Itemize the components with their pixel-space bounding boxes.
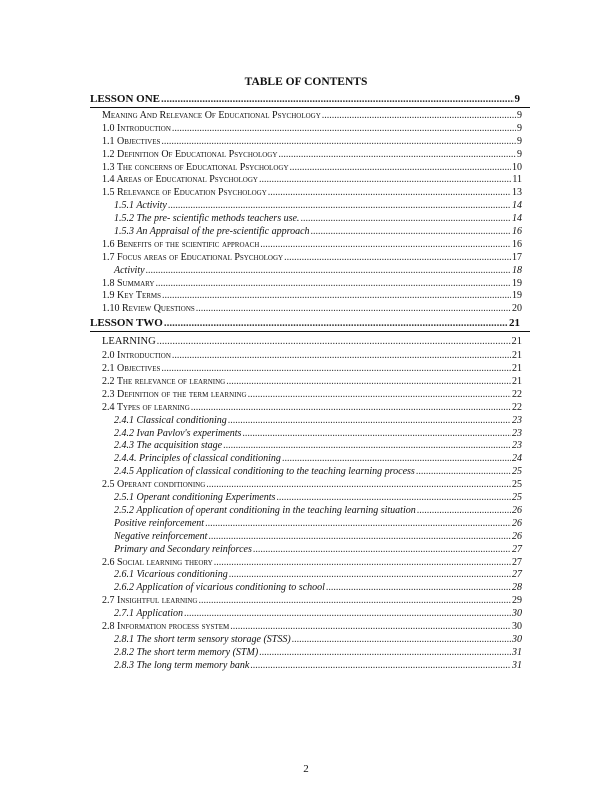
toc-entry-label: 2.2 The relevance of learning bbox=[102, 376, 226, 388]
dot-leader bbox=[311, 226, 511, 239]
toc-entry-label: Primary and Secondary reinforces bbox=[114, 543, 252, 555]
toc-entry-label: 1.5.3 An Appraisal of the pre-scientific approach bbox=[114, 226, 310, 238]
toc-entry[interactable] bbox=[90, 389, 530, 402]
toc-entry-label: 1.6 Benefits of the scientific approach bbox=[102, 238, 260, 250]
dot-leader bbox=[253, 544, 511, 557]
toc-entry-label: 2.4.4. Principles of classical conditioning bbox=[114, 453, 281, 465]
toc-entry-page: 9 bbox=[517, 110, 522, 121]
toc-entry-label: 1.8 Summary bbox=[102, 277, 155, 289]
toc-entry-page: 19 bbox=[512, 277, 522, 289]
dot-leader bbox=[146, 265, 511, 278]
toc-entry-label: 2.8.2 The short term memory (STM) bbox=[114, 646, 259, 658]
dot-leader bbox=[199, 595, 512, 608]
dot-leader bbox=[416, 466, 511, 479]
toc-entry-page: 25 bbox=[512, 479, 522, 491]
dot-leader bbox=[208, 531, 511, 544]
toc-entry[interactable] bbox=[90, 544, 530, 557]
toc-entry[interactable] bbox=[90, 505, 530, 518]
toc-entry-page: 28 bbox=[512, 582, 522, 594]
toc-entry[interactable] bbox=[90, 334, 530, 350]
toc-entry[interactable] bbox=[90, 595, 530, 608]
toc-entry[interactable] bbox=[90, 278, 530, 291]
toc-entry-page: 14 bbox=[512, 200, 522, 212]
page-title: TABLE OF CONTENTS bbox=[244, 76, 368, 88]
dot-leader bbox=[260, 239, 511, 252]
toc-entry-page: 26 bbox=[512, 530, 522, 542]
dot-leader bbox=[268, 187, 511, 200]
toc-entry[interactable] bbox=[90, 265, 530, 278]
toc-entry-page: 21 bbox=[512, 350, 522, 362]
toc-entry[interactable] bbox=[90, 440, 530, 453]
toc-entry-page: 21 bbox=[509, 317, 520, 330]
toc-entry[interactable] bbox=[90, 608, 530, 621]
toc-entry[interactable] bbox=[90, 479, 530, 492]
toc-entry-label: 2.7 Insightful learning bbox=[102, 595, 198, 607]
dot-leader bbox=[292, 634, 511, 647]
toc-entry-label: 2.8.3 The long term memory bank bbox=[114, 659, 250, 671]
toc-entry-page: 19 bbox=[512, 290, 522, 302]
toc-entry[interactable] bbox=[90, 557, 530, 570]
toc-entry-page: 27 bbox=[512, 569, 522, 581]
toc-entry-page: 11 bbox=[512, 174, 522, 186]
toc-entry-label: 2.5.2 Application of operant conditioning in the teaching learning situation bbox=[114, 504, 416, 516]
toc-entry[interactable] bbox=[90, 226, 530, 239]
toc-entry-page: 9 bbox=[514, 93, 520, 105]
toc-entry-page: 10 bbox=[512, 161, 522, 173]
dot-leader bbox=[278, 149, 516, 162]
toc-entry[interactable] bbox=[90, 149, 530, 162]
toc-entry-label: 2.7.1 Application bbox=[114, 608, 183, 620]
toc-entry-label: 1.7 Focus areas of Educational Psychology bbox=[102, 251, 284, 263]
dot-leader bbox=[155, 278, 511, 291]
toc-entry[interactable] bbox=[90, 647, 530, 660]
toc-entry-label: 1.5.2 The pre- scientific methods teachers use. bbox=[114, 213, 300, 225]
toc-entry-page: 21 bbox=[512, 363, 522, 375]
toc-entry-label: 2.4.3 The acquisition stage bbox=[114, 440, 223, 452]
toc-entry[interactable] bbox=[90, 415, 530, 428]
toc-entry[interactable] bbox=[90, 518, 530, 531]
toc-entry-label: 1.2 Definition Of Educational Psychology bbox=[102, 148, 278, 160]
toc-entry[interactable] bbox=[90, 110, 530, 123]
toc-entry-label: 2.4 Types of learning bbox=[102, 401, 190, 413]
toc-entry-page: 26 bbox=[512, 517, 522, 529]
toc-entry-page: 16 bbox=[512, 226, 522, 238]
toc-entry-page: 29 bbox=[512, 595, 522, 607]
dot-leader bbox=[250, 660, 511, 673]
toc-entry-label: 2.4.2 Ivan Pavlov's experiments bbox=[114, 427, 242, 439]
dot-leader bbox=[259, 174, 511, 187]
toc-entry-page: 23 bbox=[512, 414, 522, 426]
toc-entry-label: 1.5.1 Activity bbox=[114, 200, 167, 212]
dot-leader bbox=[161, 136, 516, 149]
page-number: 2 bbox=[303, 763, 309, 775]
toc-entry[interactable] bbox=[90, 363, 530, 376]
toc-entry[interactable] bbox=[90, 492, 530, 505]
toc-entry-page: 18 bbox=[512, 264, 522, 276]
toc-entry-label: LEARNING bbox=[102, 336, 156, 348]
toc-entry-label: 2.6 Social learning theory bbox=[102, 556, 213, 568]
toc-entry-page: 13 bbox=[512, 187, 522, 199]
dot-leader bbox=[290, 162, 512, 175]
toc-entry[interactable] bbox=[90, 569, 530, 582]
dot-leader bbox=[191, 402, 511, 415]
toc-entry-label: 2.5.1 Operant conditioning Experiments bbox=[114, 492, 276, 504]
toc-entry-page: 25 bbox=[512, 466, 522, 478]
dot-leader bbox=[196, 303, 511, 316]
dot-leader bbox=[282, 453, 511, 466]
toc-entry[interactable] bbox=[90, 376, 530, 389]
toc-entry[interactable] bbox=[90, 402, 530, 415]
toc-entry-page: 22 bbox=[512, 388, 522, 400]
toc-entry-label: 1.9 Key Terms bbox=[102, 290, 162, 302]
toc-entry-page: 31 bbox=[512, 646, 522, 658]
toc-entry-page: 26 bbox=[512, 504, 522, 516]
dot-leader bbox=[205, 518, 511, 531]
toc-entry-label: Meaning And Relevance Of Educational Psychology bbox=[102, 110, 321, 121]
toc-entry-page: 30 bbox=[512, 633, 522, 645]
toc-entry[interactable] bbox=[90, 582, 530, 595]
toc-entry-label: 1.10 Review Questions bbox=[102, 303, 195, 315]
toc-entry-label: 2.4.5 Application of classical conditioning to the teaching learning process bbox=[114, 466, 415, 478]
toc-entry-label: 1.4 Areas of Educational Psychology bbox=[102, 174, 258, 186]
dot-leader bbox=[206, 479, 511, 492]
toc-entry-page: 21 bbox=[511, 336, 522, 348]
toc-entry-label: 2.3 Definition of the term learning bbox=[102, 388, 247, 400]
toc-entry[interactable] bbox=[90, 290, 530, 303]
toc-entry-label: 1.5 Relevance of Education Psychology bbox=[102, 187, 267, 199]
toc-entry-page: 30 bbox=[512, 608, 522, 620]
dot-leader bbox=[157, 334, 511, 350]
toc-lesson-heading[interactable] bbox=[90, 92, 530, 108]
toc-entry-label: 2.6.2 Application of vicarious conditioning to school bbox=[114, 582, 325, 594]
toc-entry-label: 2.5 Operant conditioning bbox=[102, 479, 206, 491]
dot-leader bbox=[276, 492, 511, 505]
toc-entry-page: 16 bbox=[512, 238, 522, 250]
toc-entry[interactable] bbox=[90, 428, 530, 441]
toc-entry[interactable] bbox=[90, 123, 530, 136]
toc-entry-page: 23 bbox=[512, 427, 522, 439]
toc-entry-label: 2.8 Information process system bbox=[102, 620, 230, 632]
toc-entry-label: LESSON ONE bbox=[90, 93, 160, 105]
toc-entry-page: 21 bbox=[512, 376, 522, 388]
dot-leader bbox=[242, 428, 511, 441]
toc-entry[interactable] bbox=[90, 350, 530, 363]
dot-leader bbox=[226, 376, 511, 389]
toc-entry-label: 1.3 The concerns of Educational Psychology bbox=[102, 161, 289, 173]
dot-leader bbox=[161, 92, 514, 107]
dot-leader bbox=[228, 415, 511, 428]
dot-leader bbox=[229, 569, 511, 582]
toc-entry-label: LESSON TWO bbox=[90, 317, 163, 330]
toc-entry-label: Activity bbox=[114, 264, 145, 276]
toc-entry-label: 2.0 Introduction bbox=[102, 350, 171, 362]
table-of-contents bbox=[90, 92, 530, 673]
toc-entry[interactable] bbox=[90, 200, 530, 213]
dot-leader bbox=[223, 440, 511, 453]
dot-leader bbox=[230, 621, 511, 634]
dot-leader bbox=[168, 200, 511, 213]
toc-entry-page: 27 bbox=[512, 556, 522, 568]
toc-entry-label: 1.1 Objectives bbox=[102, 135, 161, 147]
dot-leader bbox=[162, 290, 511, 303]
toc-lesson-heading[interactable] bbox=[90, 316, 530, 332]
dot-leader bbox=[214, 557, 511, 570]
toc-entry-page: 25 bbox=[512, 492, 522, 504]
toc-entry[interactable] bbox=[90, 136, 530, 149]
toc-entry[interactable] bbox=[90, 239, 530, 252]
dot-leader bbox=[417, 505, 511, 518]
toc-entry-label: 1.0 Introduction bbox=[102, 122, 171, 134]
dot-leader bbox=[322, 110, 516, 123]
toc-entry[interactable] bbox=[90, 213, 530, 226]
toc-entry[interactable] bbox=[90, 453, 530, 466]
toc-entry-label: Positive reinforcement bbox=[114, 517, 205, 529]
dot-leader bbox=[164, 316, 508, 331]
toc-entry[interactable] bbox=[90, 252, 530, 265]
toc-entry-page: 27 bbox=[512, 543, 522, 555]
dot-leader bbox=[161, 363, 511, 376]
toc-entry-page: 31 bbox=[512, 659, 522, 671]
toc-entry[interactable] bbox=[90, 162, 530, 175]
dot-leader bbox=[326, 582, 511, 595]
dot-leader bbox=[284, 252, 511, 265]
toc-entry-page: 30 bbox=[512, 620, 522, 632]
toc-entry-label: 2.6.1 Vicarious conditioning bbox=[114, 569, 228, 581]
toc-entry[interactable] bbox=[90, 174, 530, 187]
toc-entry[interactable] bbox=[90, 660, 530, 673]
toc-entry-page: 24 bbox=[512, 453, 522, 465]
toc-entry-label: Negative reinforcement bbox=[114, 530, 208, 542]
toc-entry-page: 17 bbox=[512, 251, 522, 263]
dot-leader bbox=[172, 350, 511, 363]
dot-leader bbox=[172, 123, 516, 136]
toc-entry-label: 2.8.1 The short term sensory storage (STSS) bbox=[114, 633, 291, 645]
toc-entry-page: 9 bbox=[517, 135, 522, 147]
toc-entry[interactable] bbox=[90, 303, 530, 316]
toc-entry-page: 22 bbox=[512, 401, 522, 413]
toc-entry-label: 2.4.1 Classical conditioning bbox=[114, 414, 227, 426]
dot-leader bbox=[300, 213, 511, 226]
toc-entry[interactable] bbox=[90, 466, 530, 479]
dot-leader bbox=[184, 608, 511, 621]
toc-entry-page: 20 bbox=[512, 303, 522, 315]
toc-entry-page: 9 bbox=[517, 122, 522, 134]
dot-leader bbox=[259, 647, 511, 660]
dot-leader bbox=[248, 389, 511, 402]
toc-entry-page: 9 bbox=[517, 148, 522, 160]
toc-entry[interactable] bbox=[90, 531, 530, 544]
toc-entry-label: 2.1 Objectives bbox=[102, 363, 161, 375]
toc-entry-page: 23 bbox=[512, 440, 522, 452]
toc-entry[interactable] bbox=[90, 634, 530, 647]
toc-entry[interactable] bbox=[90, 187, 530, 200]
toc-entry-page: 14 bbox=[512, 213, 522, 225]
toc-entry[interactable] bbox=[90, 621, 530, 634]
